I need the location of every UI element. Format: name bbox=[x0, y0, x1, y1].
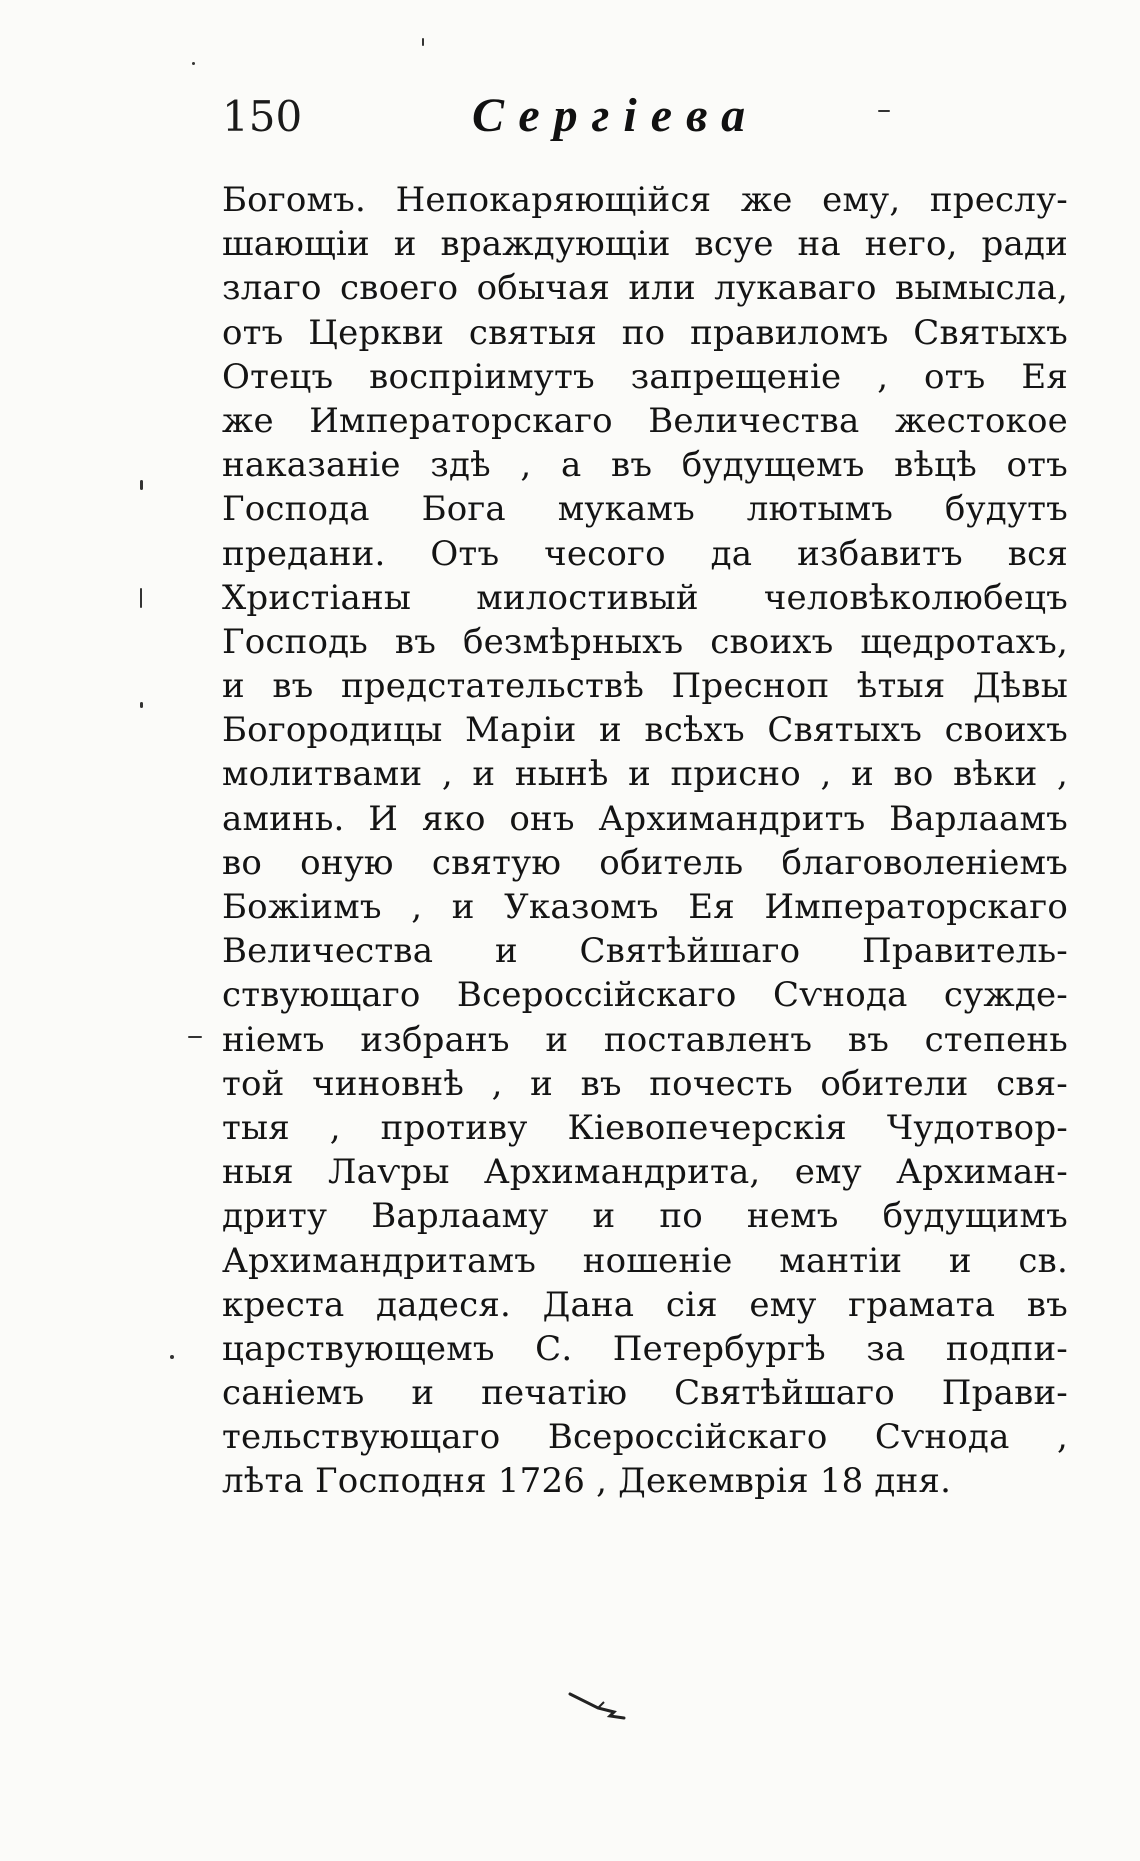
scan-mark bbox=[170, 1355, 174, 1359]
scan-mark bbox=[878, 110, 890, 112]
text-line: же Императорскаго Величества жестокое bbox=[222, 400, 1068, 441]
text-line: Отецъ воспріимутъ запрещеніе , отъ Ея bbox=[222, 356, 1068, 397]
text-line: во оную святую обитель благоволеніемъ bbox=[222, 842, 1068, 883]
text-line: тельствующаго Всероссійскаго Сѵнода , bbox=[222, 1417, 1068, 1458]
text-line: злаго своего обычая или лукаваго вымысла, bbox=[222, 268, 1068, 309]
text-line: Христіаны милостивый человѣколюбецъ bbox=[222, 577, 1068, 618]
text-line: Архимандритамъ ношеніе мантіи и св. bbox=[222, 1240, 1068, 1281]
text-line: предани. Отъ чесого да избавитъ вся bbox=[222, 533, 1068, 574]
text-line: Величества и Святѣйшаго Правитель- bbox=[222, 931, 1068, 972]
scan-mark bbox=[188, 1036, 202, 1038]
text-line: Божіимъ , и Указомъ Ея Императорскаго bbox=[222, 887, 1068, 927]
scan-mark bbox=[140, 702, 143, 708]
scan-mark bbox=[140, 588, 142, 608]
scan-mark bbox=[192, 62, 195, 65]
text-line: Господа Бога мукамъ лютымъ будутъ bbox=[222, 489, 1068, 530]
page-number: 150 bbox=[222, 92, 303, 141]
page-header bbox=[222, 89, 1002, 152]
text-line: наказаніе здѣ , а въ будущемъ вѣцѣ отъ bbox=[222, 445, 1068, 486]
text-line: шающіи и враждующіи всуе на него, ради bbox=[222, 224, 1068, 265]
text-line: отъ Церкви святыя по правиломъ Святыхъ bbox=[222, 312, 1068, 353]
text-line: саніемъ и печатію Святѣйшаго Прави- bbox=[222, 1373, 1068, 1414]
text-line: ствующаго Всероссійскаго Сѵнода сужде- bbox=[222, 975, 1068, 1016]
text-line: дриту Варлааму и по немъ будущимъ bbox=[222, 1196, 1068, 1237]
ornament-tailpiece-icon bbox=[568, 1690, 628, 1720]
text-line: ніемъ избранъ и поставленъ въ степень bbox=[222, 1019, 1068, 1060]
text-line: Господь въ безмѣрныхъ своихъ щедротахъ, bbox=[222, 621, 1068, 662]
text-line: Богомъ. Непокаряющійся же ему, преслу- bbox=[222, 180, 1068, 220]
running-head: Сергіева bbox=[472, 89, 760, 142]
scan-mark bbox=[140, 480, 143, 490]
scan-mark bbox=[422, 38, 424, 46]
text-line: той чиновнѣ , и въ почесть обители свя- bbox=[222, 1063, 1068, 1104]
text-line: лѣта Господня 1726 , Декемврія 18 дня. bbox=[222, 1461, 952, 1502]
text-line: тыя , противу Кіевопечерскія Чудотвор- bbox=[222, 1107, 1068, 1148]
text-line: аминь. И яко онъ Архимандритъ Варлаамъ bbox=[222, 798, 1068, 839]
text-line: ныя Лаѵры Архимандрита, ему Архиман- bbox=[222, 1152, 1068, 1193]
text-line: креста дадеся. Дана сія ему грамата въ bbox=[222, 1284, 1068, 1325]
body-text bbox=[222, 178, 1068, 1504]
text-line: царствующемъ С. Петербургѣ за подпи- bbox=[222, 1328, 1068, 1369]
text-line: и въ предстательствѣ Пресноп ѣтыя Дѣвы bbox=[222, 666, 1068, 707]
text-line: молитвами , и нынѣ и присно , и во вѣки , bbox=[222, 754, 1068, 795]
text-line: Богородицы Маріи и всѣхъ Святыхъ своихъ bbox=[222, 710, 1068, 751]
